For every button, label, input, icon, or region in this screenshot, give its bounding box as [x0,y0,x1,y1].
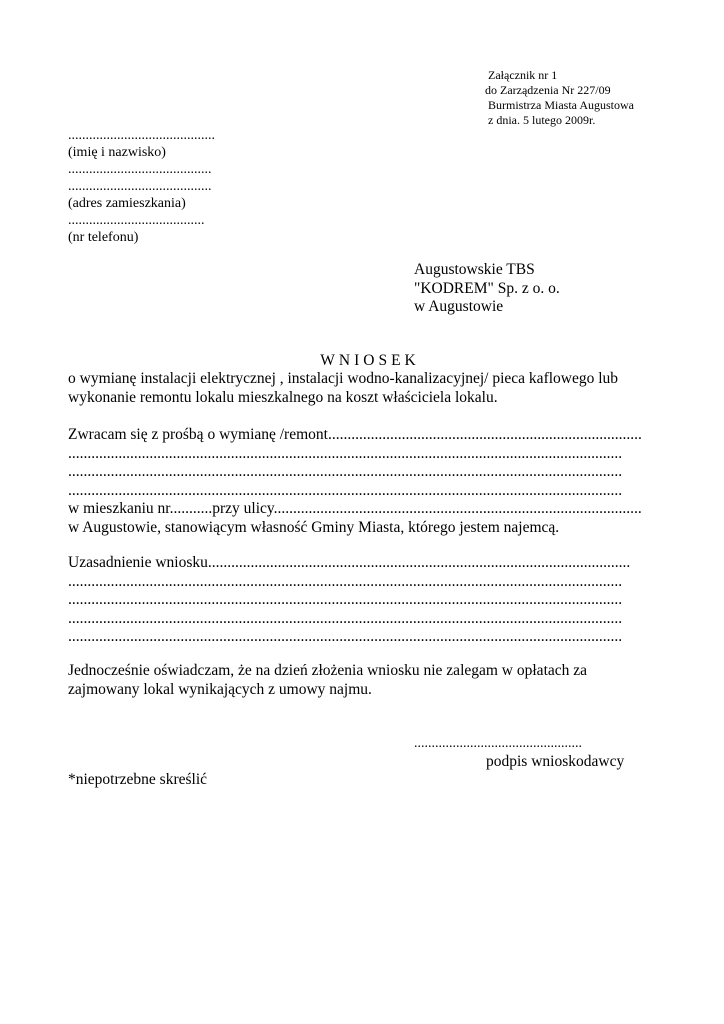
justification-dots-4: ............................................................................................................................................... [68,628,623,645]
document-title: WNIOSEK [320,352,420,369]
justification-dots-2: ............................................................................................................................................... [68,591,623,608]
declaration-line-2: zajmowany lokal wynikających z umowy najmu. [68,680,372,698]
phone-label: (nr telefonu) [68,230,139,245]
annex-line-4: z dnia. 5 lutego 2009r. [488,113,596,127]
recipient-line-2: "KODREM" Sp. z o. o. [414,279,560,297]
justification-dots-3: ............................................................................................................................................... [68,609,623,627]
request-dots-2: ............................................................................................................................................... [68,463,623,480]
request-dots-3: ............................................................................................................................................... [68,481,623,499]
justification-dots-1: ............................................................................................................................................... [68,572,623,590]
name-dots: .......................................... [68,128,215,143]
recipient-line-3: w Augustowie [414,298,504,315]
annex-line-3: Burmistrza Miasta Augustowa [488,98,634,112]
applicant-block [68,127,215,246]
request-apartment-line: w mieszkaniu nr...........przy ulicy............................................................................................... [68,500,642,517]
justification-line-1: Uzasadnienie wniosku............................................................................................................. [68,554,631,571]
subject-line-1: o wymianę instalacji elektrycznej , instalacji wodno-kanalizacyjnej/ pieca kaflowego lub [68,370,619,387]
address-dots-2: ......................................... [68,179,212,194]
footnote: *niepotrzebne skreślić [68,771,208,788]
annex-line-2: do Zarządzenia Nr 227/09 [485,83,611,97]
request-block [68,426,655,537]
recipient-block [414,261,560,317]
address-dots-1: ......................................... [68,162,212,177]
phone-dots: ....................................... [68,213,205,228]
recipient-line-1: Augustowskie TBS [414,261,535,278]
annex-reference [484,68,634,128]
subject-line-2: wykonanie remontu lokalu mieszkalnego na koszt właściciela lokalu. [68,388,498,406]
declaration-line-1: Jednocześnie oświadczam, że na dzień złożenia wniosku nie zalegam w opłatach za [68,662,588,679]
annex-line-1: Załącznik nr 1 [488,68,558,82]
signature-dots: ................................................ [414,736,582,751]
request-line-1: Zwracam się z prośbą o wymianę /remont................................................................................. [68,426,642,443]
name-label: (imię i nazwisko) [68,145,166,160]
request-dots-1: ............................................................................................................................................... [68,444,623,462]
address-label: (adres zamieszkania) [68,196,186,211]
justification-block [68,554,655,647]
subject-block [68,370,655,407]
declaration-block [68,662,655,699]
request-ownership-line: w Augustowie, stanowiącym własność Gminy Miasta, którego jestem najemcą. [68,518,560,536]
signature-label: podpis wnioskodawcy [486,753,625,770]
